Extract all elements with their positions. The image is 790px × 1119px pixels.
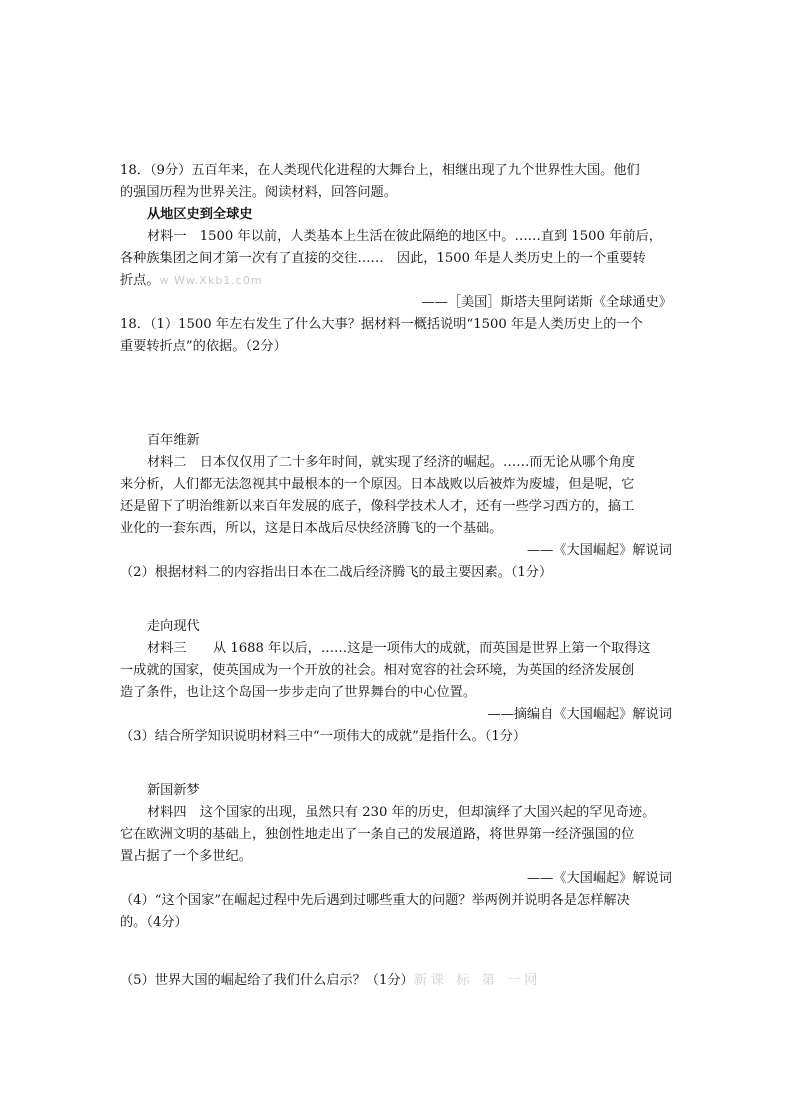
material-4-line-2: 它在欧洲文明的基础上，独创性地走出了一条自己的发展道路，将世界第一经济强国的位 — [120, 827, 635, 842]
question-4-line-1: （4）“这个国家”在崛起过程中先后遇到过哪些重大的问题？举两例并说明各是怎样解决 — [120, 893, 630, 908]
material-2-line-3: 还是留下了明治维新以来百年发展的底子，像科学技术人才，还有一些学习西方的，搞工 — [120, 499, 635, 514]
question-18-intro — [120, 160, 672, 204]
material-3-source: ——摘编自《大国崛起》解说词 — [487, 707, 672, 722]
material-3-line-1: 材料三 从 1688 年以后，……这是一项伟大的成就，而英国是世界上第一个取得这 — [147, 641, 651, 656]
material-2-line-2: 来分析，人们都无法忽视其中最根本的一个原因。日本战败以后被炸为废墟，但是呢，它 — [120, 477, 635, 492]
section-1 — [120, 204, 672, 358]
material-4-line-3: 置占据了一个多世纪。 — [120, 849, 252, 864]
section-4-title: 新国新梦 — [147, 783, 200, 798]
intro-line-1: 18．（9分）五百年来，在人类现代化进程的大舞台上，相继出现了九个世界性大国。他们 — [120, 163, 640, 178]
material-3-line-3: 造了条件，也让这个岛国一步步走向了世界舞台的中心位置。 — [120, 685, 477, 700]
question-5-block — [120, 970, 672, 992]
material-2-line-1: 材料二 日本仅仅用了二十多年时间，就实现了经济的崛起。……而无论从哪个角度 — [147, 455, 635, 470]
material-3-line-2: 一成就的国家，使英国成为一个开放的社会。相对宽容的社会环境，为英国的经济发展创 — [120, 663, 635, 678]
material-4-line-1: 材料四 这个国家的出现，虽然只有 230 年的历史，但却演绎了大国兴起的罕见奇迹。 — [147, 805, 656, 820]
question-2: （2）根据材料二的内容指出日本在二战后经济腾飞的最主要因素。（1分） — [120, 565, 553, 580]
material-2-source: ——《大国崛起》解说词 — [526, 543, 672, 558]
question-3: （3）结合所学知识说明材料三中“一项伟大的成就”是指什么。（1分） — [120, 729, 527, 744]
material-1-line-1: 材料一 1500 年以前，人类基本上生活在彼此隔绝的地区中。……直到 1500 年前后， — [147, 229, 662, 244]
section-4 — [120, 780, 672, 934]
intro-line-2: 的强国历程为世界关注。阅读材料，回答问题。 — [120, 185, 397, 200]
question-4-line-2: 的。（4分） — [120, 915, 188, 930]
question-5: （5）世界大国的崛起给了我们什么启示？（1分） — [120, 973, 414, 988]
question-5-line — [120, 970, 672, 992]
section-2-title: 百年维新 — [147, 433, 200, 448]
material-4-source: ——《大国崛起》解说词 — [526, 871, 672, 886]
question-1-line-2: 重要转折点”的依据。（2分） — [120, 339, 287, 354]
material-1-line-3 — [120, 270, 672, 292]
watermark-text: w Ww.Xkb1.c0m — [159, 274, 263, 287]
question-1-line-1: 18．（1）1500 年左右发生了什么大事？据材料一概括说明“1500 年是人类历史上的一个 — [120, 317, 643, 332]
material-1-line-2: 各种族集团之间才第一次有了直接的交往…… 因此，1500 年是人类历史上的一个重要转 — [120, 251, 646, 266]
section-2 — [120, 430, 672, 584]
watermark-text-2: 新课 标 第 一网 — [413, 973, 542, 988]
section-3 — [120, 616, 672, 748]
section-3-title: 走向现代 — [147, 619, 200, 634]
section-1-title: 从地区史到全球史 — [147, 207, 253, 222]
material-1-source: ——［美国］斯塔夫里阿诺斯《全球通史》 — [421, 295, 672, 310]
material-1-line-3-text: 折点。 — [120, 273, 160, 288]
material-2-line-4: 业化的一套东西，所以，这是日本战后尽快经济腾飞的一个基础。 — [120, 521, 503, 536]
